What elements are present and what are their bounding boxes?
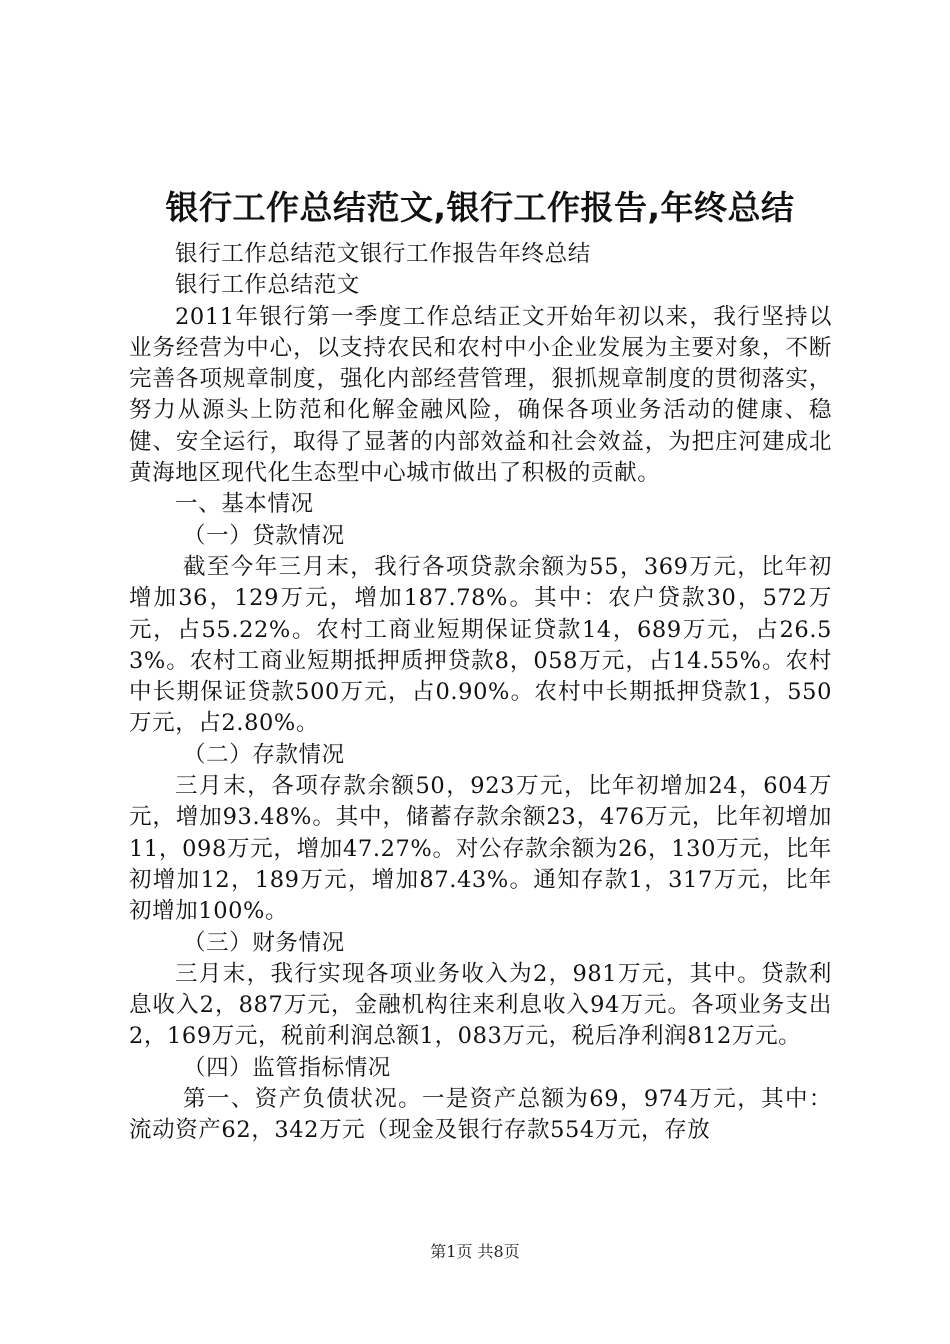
- subsection-heading-deposits: （二）存款情况: [183, 741, 345, 768]
- paragraph-deposits: 三月末，各项存款余额50，923万元，比年初增加24，604万元，增加93.48%。其中，储蓄存款余额23，476万元，比年初增加11，098万元，增加47.27%。对公存款余额为26，130万元，比年初增加12，189万元，增加87.43%。通知存款1，317万元，比年初增加100%。: [129, 773, 832, 925]
- subsection-heading-supervision: （四）监管指标情况: [183, 1054, 391, 1081]
- page-footer: 第1页 共8页: [430, 1242, 520, 1261]
- paragraph-assets: 第一、资产负债状况。一是资产总额为69，974万元，其中：流动资产62，342万元（现金及银行存款554万元，存放: [129, 1086, 832, 1144]
- paragraph-loans: 截至今年三月末，我行各项贷款余额为55，369万元，比年初增加36，129万元，增加187.78%。其中：农户贷款30，572万元，占55.22%。农村工商业短期保证贷款14，689万元，占26.53%。农村工商业短期抵押质押贷款8，058万元，占14.55%。农村中长期保证贷款500万元，占0.90%。农村中长期抵押贷款1，550万元，占2.80%。: [129, 553, 832, 737]
- paragraph-subtitle: 银行工作总结范文银行工作报告年终总结: [175, 241, 591, 267]
- subsection-heading-finance: （三）财务情况: [183, 929, 345, 956]
- paragraph-finance: 三月末，我行实现各项业务收入为2，981万元，其中。贷款利息收入2，887万元，金融机构往来利息收入94万元。各项业务支出2，169万元，税前利润总额1，083万元，税后净利润812万元。: [129, 960, 832, 1050]
- document-title: 银行工作总结范文,银行工作报告,年终总结: [165, 188, 795, 227]
- subsection-heading-loans: （一）贷款情况: [183, 522, 345, 549]
- document-body: [129, 239, 832, 1147]
- section-heading-basic: 一、基本情况: [175, 491, 314, 518]
- paragraph-heading: 银行工作总结范文: [175, 272, 360, 299]
- paragraph-intro: 2011年银行第一季度工作总结正文开始年初以来，我行坚持以业务经营为中心，以支持农民和农村中小企业发展为主要对象，不断完善各项规章制度，强化内部经营管理，狠抓规章制度的贯彻落实，努力从源头上防范和化解金融风险，确保各项业务活动的健康、稳健、安全运行，取得了显著的内部效益和社会效益，为把庄河建成北黄海地区现代化生态型中心城市做出了积极的贡献。: [129, 303, 832, 487]
